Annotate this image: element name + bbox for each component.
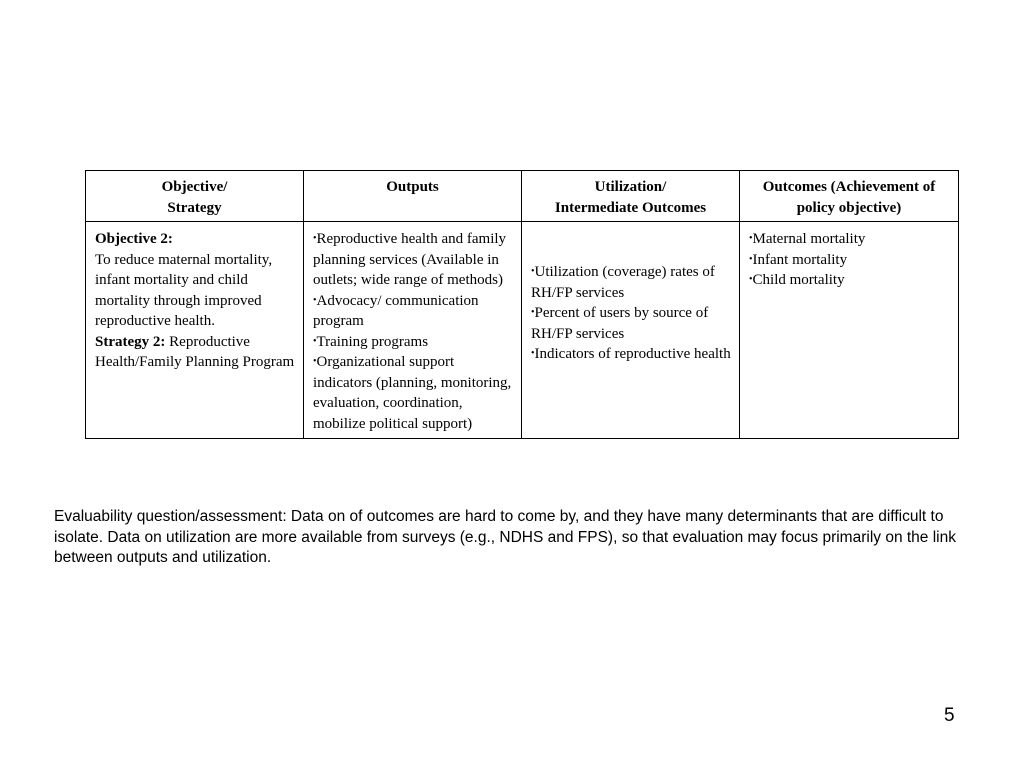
- cell-objective-strategy: [86, 222, 304, 439]
- list-item: [313, 229, 513, 291]
- header-objective-strategy: [86, 171, 304, 222]
- list-item-text: Training programs: [316, 333, 429, 350]
- list-item-text: Percent of users by source of RH/FP services: [531, 305, 709, 342]
- list-item-text: Advocacy/ communication program: [313, 292, 479, 329]
- list-item-text: Maternal mortality: [752, 231, 866, 247]
- header-text: Outcomes (Achievement of: [762, 179, 936, 195]
- list-item: [749, 250, 950, 271]
- evaluability-caption: Evaluability question/assessment: Data on of outcomes are hard to come by, and they have many determinants that are difficult to isolate. Data on utilization are more available from surveys (e.g., NDHS and FPS), so that evaluation may focus primarily on the link between outputs and utilization.: [54, 508, 956, 566]
- list-item: [313, 352, 513, 434]
- list-item-text: Child mortality: [752, 272, 845, 288]
- list-item-text: Organizational support indicators (planning, monitoring, evaluation, coordination, mobilize political support): [313, 354, 512, 432]
- list-item: [531, 262, 731, 303]
- header-utilization: [522, 171, 740, 222]
- page-number: 5: [944, 705, 955, 726]
- outcomes-list: [749, 229, 950, 291]
- header-text: Strategy: [167, 199, 222, 216]
- cell-outputs: [304, 222, 522, 439]
- list-item: [531, 303, 731, 344]
- header-text: policy objective): [796, 199, 902, 216]
- list-item: [749, 270, 950, 291]
- bullet-icon: •: [531, 348, 535, 360]
- header-text: Intermediate Outcomes: [554, 199, 707, 216]
- bullet-icon: •: [313, 233, 317, 244]
- objective-text: To reduce maternal mortality, infant mortality and child mortality through improved reproductive health.: [95, 251, 273, 329]
- bullet-icon: •: [749, 253, 753, 265]
- cell-outcomes: [740, 222, 959, 439]
- outputs-list: [313, 229, 513, 434]
- list-item: [749, 229, 950, 250]
- list-item-text: Infant mortality: [752, 251, 848, 268]
- bullet-icon: •: [313, 294, 317, 306]
- list-item: [531, 344, 731, 365]
- table-header-row: [86, 171, 959, 222]
- header-outputs: [304, 171, 522, 222]
- bullet-icon: •: [531, 266, 535, 278]
- header-text: Outputs: [386, 179, 439, 195]
- list-item-text: Reproductive health and family planning services (Available in outlets; wide range of methods): [313, 231, 507, 288]
- utilization-list: [531, 262, 731, 365]
- bullet-icon: •: [531, 307, 535, 319]
- list-item-text: Indicators of reproductive health: [534, 346, 731, 363]
- table-row: [86, 222, 959, 439]
- header-text: Utilization/: [594, 179, 667, 195]
- strategy-text: Reproductive Health/Family Planning Program: [95, 333, 295, 370]
- bullet-icon: •: [749, 274, 753, 285]
- strategy-label: Strategy 2:: [95, 333, 166, 350]
- header-text: Objective/: [161, 179, 228, 195]
- framework-table: [85, 170, 959, 439]
- bullet-icon: •: [313, 356, 317, 367]
- bullet-icon: •: [313, 335, 317, 347]
- list-item-text: Utilization (coverage) rates of RH/FP services: [531, 264, 715, 301]
- bullet-icon: •: [749, 233, 753, 244]
- list-item: [313, 332, 513, 353]
- header-outcomes: [740, 171, 959, 222]
- cell-utilization: [522, 222, 740, 439]
- objective-label: Objective 2:: [95, 231, 173, 247]
- list-item: [313, 291, 513, 332]
